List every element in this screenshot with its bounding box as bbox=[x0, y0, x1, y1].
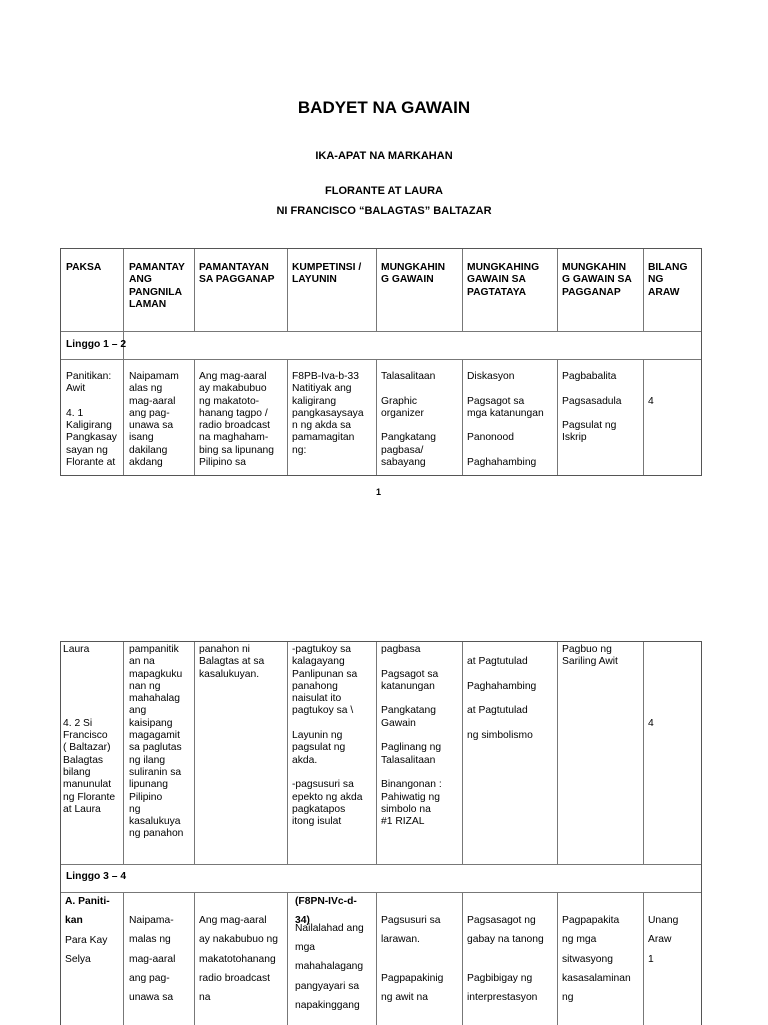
row3-bilang-ng-araw: Unang Araw 1 bbox=[648, 915, 679, 965]
row1-gawain-sa-pagganap: Pagbabalita Pagsasadula Pagsulat ng Iskrip bbox=[562, 371, 622, 444]
work-subtitle: FLORANTE AT LAURA bbox=[325, 185, 443, 197]
budget-table-page-1 bbox=[60, 248, 702, 476]
row1-pamantayan-sa-pagganap: Ang mag-aaral ay makabubuo ng makatoto- hanang tagpo / radio broadcast na maghaham- bing sa lipunang Pilipino sa bbox=[199, 371, 274, 469]
header-pamantayang-pangnilalaman: PAMANTAY ANG PANGNILA LAMAN bbox=[129, 262, 185, 310]
row3-gawain-sa-pagganap: Pagpapakita ng mga sitwasyong kasasalaminan ng bbox=[562, 915, 631, 1004]
row1-gawain-sa-pagtataya: Diskasyon Pagsagot sa mga katanungan Panonood Paghahambing bbox=[467, 371, 544, 469]
row1-pamantayang-pangnilalaman: Naipamam alas ng mag-aaral ang pag- unawa sa isang dakilang akdang bbox=[129, 371, 179, 469]
page-number: 1 bbox=[376, 487, 382, 497]
row1-kompetensi: F8PB-Iva-b-33 Natitiyak ang kaligirang pangkasaysaya n ng akda sa pamamagitan ng: bbox=[292, 371, 364, 456]
header-pamantayan-sa-pagganap: PAMANTAYAN SA PAGGANAP bbox=[199, 262, 275, 286]
header-kompetensi-layunin: KUMPETINSI / LAYUNIN bbox=[292, 262, 362, 286]
row2-gawain-sa-pagganap: Pagbuo ng Sariling Awit bbox=[562, 644, 618, 668]
row3-kompetensi: Nailalahad ang mga mahahalagang pangyayari sa napakinggang bbox=[295, 923, 364, 1011]
week-label-3-4: Linggo 3 – 4 bbox=[66, 871, 127, 882]
header-paksa: PAKSA bbox=[66, 262, 102, 273]
row2-bilang-ng-araw: 4 bbox=[648, 717, 654, 729]
row2-paksa: Laura 4. 2 Si Francisco ( Baltazar) Balagtas bilang manunulat ng Florante at Laura bbox=[63, 644, 116, 815]
row3-kompetensi-code: (F8PN-IVc-d- 34) bbox=[295, 896, 357, 927]
header-gawain-sa-pagtataya: MUNGKAHING GAWAIN SA PAGTATAYA bbox=[467, 262, 540, 298]
row1-bilang-ng-araw: 4 bbox=[648, 396, 654, 407]
author-subtitle: NI FRANCISCO “BALAGTAS” BALTAZAR bbox=[276, 205, 492, 217]
row2-kompetensi: -pagtukoy sa kalagayang Panlipunan sa panahong naisulat ito pagtukoy sa \ Layunin ng pagsulat ng akda. -pagsusuri sa epekto ng akda pagkatapos itong isulat bbox=[292, 644, 363, 828]
row1-paksa: Panitikan: Awit 4. 1 Kaligirang Pangkasay sayan ng Florante at bbox=[66, 371, 117, 469]
header-gawain-sa-pagganap: MUNGKAHIN G GAWAIN SA PAGGANAP bbox=[562, 262, 632, 298]
row3-paksa-heading: A. Paniti- kan bbox=[65, 896, 110, 927]
budget-table-page-2 bbox=[60, 641, 702, 1025]
row3-mungkahing-gawain: Pagsusuri sa larawan. Pagpapakinig ng awit na bbox=[381, 915, 444, 1004]
row3-pamantayan-sa-pagganap: Ang mag-aaral ay nakabubuo ng makatotohanang radio broadcast na bbox=[199, 915, 279, 1004]
row3-pamantayang-pangnilalaman: Naipama- malas ng mag-aaral ang pag- unawa sa bbox=[129, 915, 176, 1004]
week-label-1-2: Linggo 1 – 2 bbox=[66, 339, 127, 350]
row2-gawain-sa-pagtataya: at Pagtutulad Paghahambing at Pagtutulad ng simbolismo bbox=[467, 656, 537, 742]
row3-paksa-title: Para Kay Selya bbox=[65, 935, 108, 966]
row2-pamantayang-pangnilalaman: pampanitik an na mapagkuku nan ng mahahalag ang kaisipang magagamit sa paglutas ng ilang suliranin sa lipunang Pilipino ng kasalukuya ng panahon bbox=[129, 644, 184, 840]
row2-mungkahing-gawain: pagbasa Pagsagot sa katanungan Pangkatang Gawain Paglinang ng Talasalitaan Binangonan : Pahiwatig ng simbolo na #1 RIZAL bbox=[381, 644, 442, 828]
quarter-subtitle: IKA-APAT NA MARKAHAN bbox=[315, 150, 453, 162]
row1-mungkahing-gawain: Talasalitaan Graphic organizer Pangkatang pagbasa/ sabayang bbox=[381, 371, 436, 469]
row3-gawain-sa-pagtataya: Pagsasagot ng gabay na tanong Pagbibigay ng interprestasyon bbox=[467, 915, 544, 1004]
header-mungkahing-gawain: MUNGKAHIN G GAWAIN bbox=[381, 262, 446, 286]
document-title: BADYET NA GAWAIN bbox=[297, 98, 471, 117]
row2-pamantayan-sa-pagganap: panahon ni Balagtas at sa kasalukuyan. bbox=[199, 644, 265, 680]
header-bilang-ng-araw: BILANG NG ARAW bbox=[648, 262, 688, 298]
